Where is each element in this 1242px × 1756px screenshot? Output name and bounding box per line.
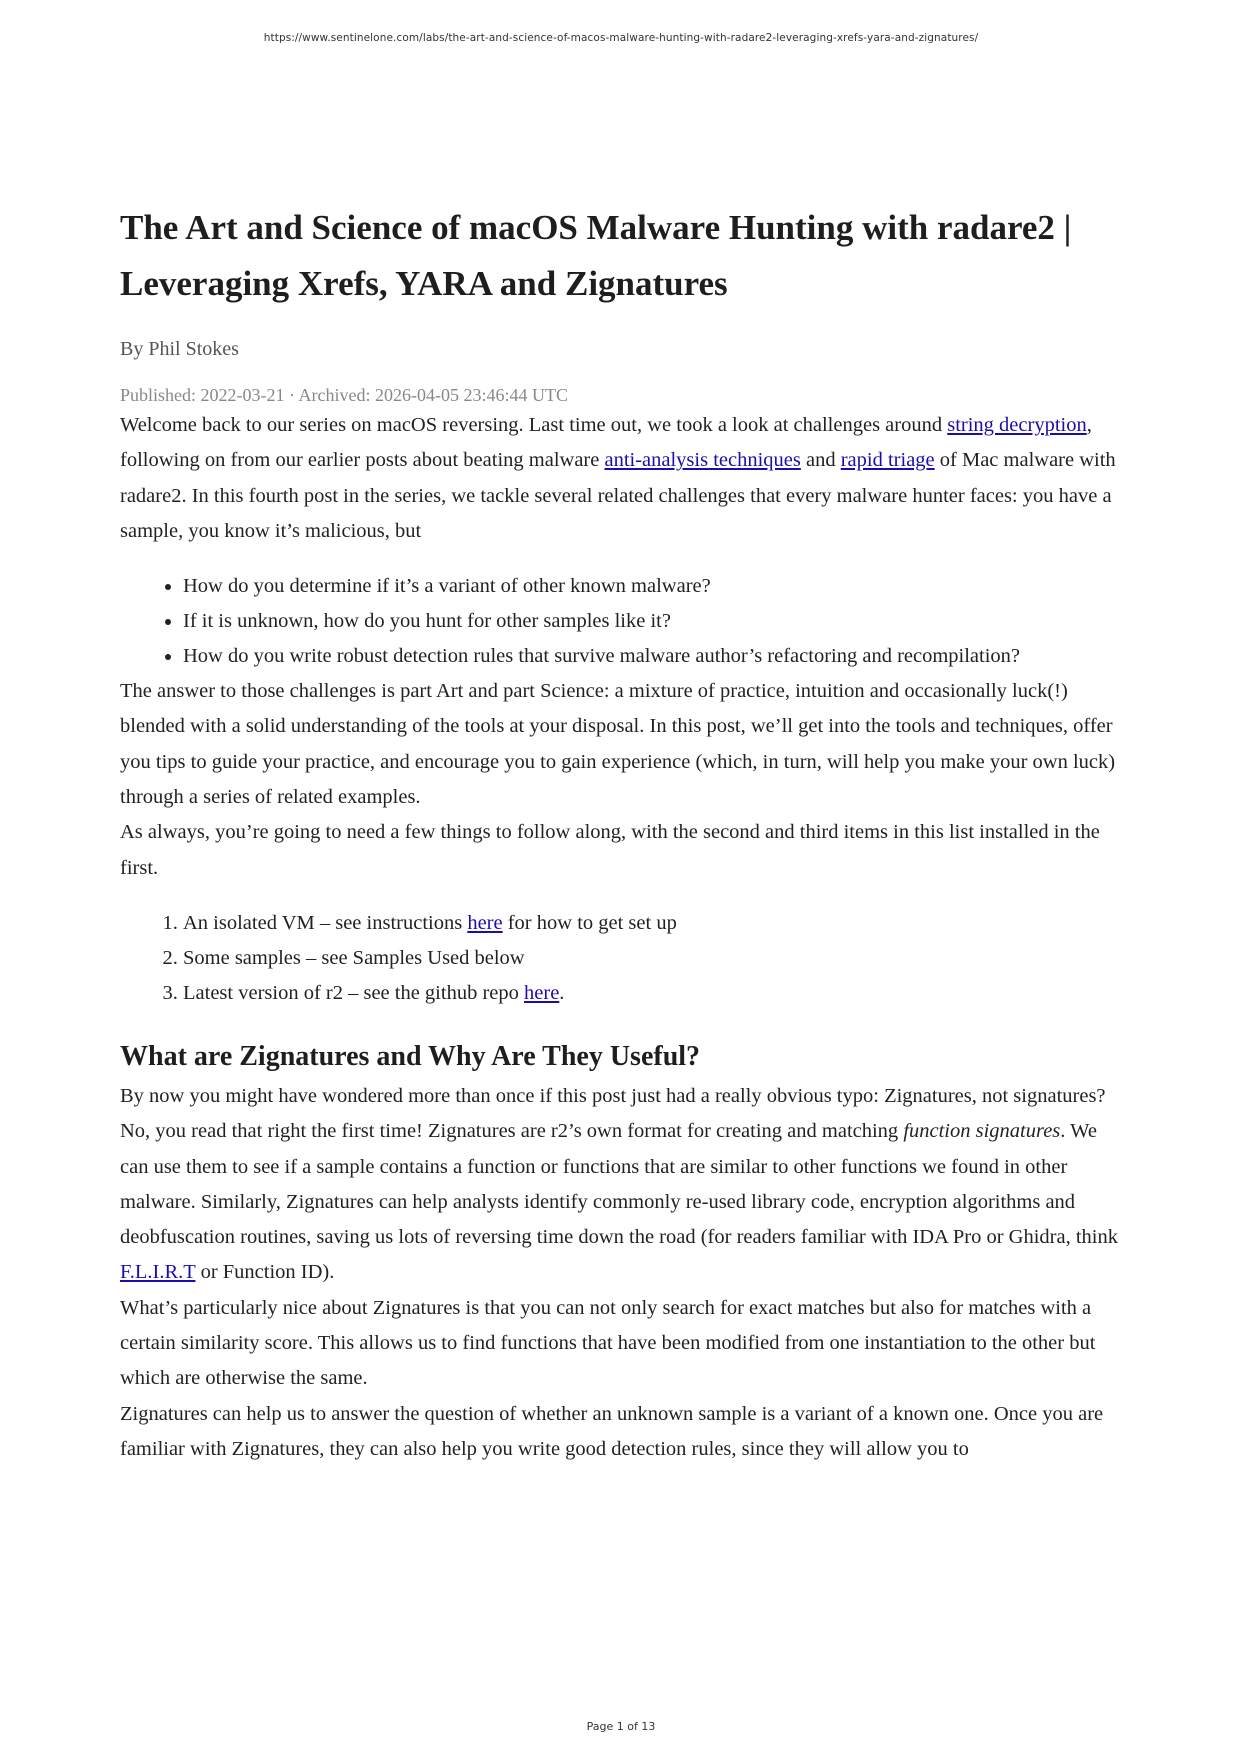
page-number-footer: Page 1 of 13 bbox=[586, 1720, 656, 1733]
section-heading-zignatures: What are Zignatures and Why Are They Useful? bbox=[120, 1040, 701, 1072]
list-item-text: . bbox=[559, 981, 565, 1004]
list-item-text: Latest version of r2 – see the github repo bbox=[183, 981, 525, 1004]
requirements-intro-paragraph: As always, you’re going to need a few things to follow along, with the second and third items in this list installed in the first. bbox=[120, 821, 1100, 879]
list-item bbox=[183, 976, 1130, 1011]
anti-analysis-link[interactable]: anti-analysis techniques bbox=[604, 449, 801, 472]
intro-text-4: of Mac malware with radare2. In this fourth post in the series, we tackle several related challenges that every malware hunter faces: you have a sample, you know it’s malicious, but bbox=[120, 449, 1116, 542]
emphasis-text: function signatures bbox=[903, 1120, 1061, 1143]
list-item bbox=[183, 906, 1130, 941]
flirt-link[interactable]: F.L.I.R.T bbox=[120, 1261, 196, 1284]
list-item: 2. Some samples – see Samples Used below bbox=[183, 941, 1130, 976]
paragraph-text: By now you might have wondered more than once if this post just had a really obvious typo: Zignatures, not signatures? No, you read that right the first time! Zignatures are r2’s own format for creating and matching bbox=[120, 1084, 1106, 1143]
page-url-header: https://www.sentinelone.com/labs/the-art-and-science-of-macos-malware-hunting-with-radare2-leveraging-xrefs-yara-and-zignatures/ bbox=[263, 32, 979, 44]
intro-text-2: , following on from our earlier posts about beating malware bbox=[120, 414, 1092, 472]
paragraph-text: or Function ID). bbox=[195, 1261, 335, 1284]
paragraph-text: . We can use them to see if a sample contains a function or functions that are similar to other functions we found in other malware. Similarly, Zignatures can help analysts identify commonly re-used library code, encryption algorithms and deobfuscation routines, saving us lots of reversing time down the road (for readers familiar with IDA Pro or Ghidra, think bbox=[120, 1120, 1119, 1249]
list-item: • How do you write robust detection rules that survive malware author’s refactoring and recompilation? bbox=[183, 639, 1130, 674]
zignatures-paragraph-1 bbox=[120, 1079, 1130, 1291]
zignatures-paragraph-3: Zignatures can help us to answer the question of whether an unknown sample is a variant of a known one. Once you are familiar with Zignatures, they can also help you write good detection rules, since they will allow you to bbox=[120, 1402, 1104, 1460]
answer-paragraph: The answer to those challenges is part Art and part Science: a mixture of practice, intuition and occasionally luck(!) blended with a solid understanding of the tools at your disposal. In this post, we’ll get into the tools and techniques, offer you tips to guide your practice, and encourage you to gain experience (which, in turn, will help you make your own luck) through a series of related examples. bbox=[120, 680, 1116, 809]
questions-list bbox=[120, 569, 1130, 674]
list-item-text: for how to get set up bbox=[502, 911, 677, 934]
list-item: • If it is unknown, how do you hunt for other samples like it? bbox=[183, 604, 1130, 639]
requirements-list bbox=[120, 906, 1130, 1011]
list-item-text: An isolated VM – see instructions bbox=[183, 911, 468, 934]
rapid-triage-link[interactable]: rapid triage bbox=[840, 449, 935, 472]
list-item: • How do you determine if it’s a variant of other known malware? bbox=[183, 569, 1130, 604]
string-decryption-link[interactable]: string decryption bbox=[947, 414, 1087, 436]
intro-paragraph bbox=[120, 408, 1130, 549]
article bbox=[120, 208, 1130, 1467]
article-title: The Art and Science of macOS Malware Hunting with radare2 | Leveraging Xrefs, YARA and Zignatures bbox=[120, 208, 1072, 303]
vm-instructions-link[interactable]: here bbox=[467, 911, 503, 934]
intro-text-1: Welcome back to our series on macOS reversing. Last time out, we took a look at challenges around bbox=[120, 414, 948, 436]
zignatures-paragraph-2: What’s particularly nice about Zignatures is that you can not only search for exact matches but also for matches with a certain similarity score. This allows us to find functions that have been modified from one instantiation to the other but which are otherwise the same. bbox=[120, 1296, 1096, 1390]
intro-text-3: and bbox=[800, 449, 841, 472]
article-publish-meta: Published: 2022-03-21 · Archived: 2026-04-05 23:46:44 UTC bbox=[120, 385, 568, 405]
github-repo-link[interactable]: here bbox=[524, 981, 560, 1004]
article-byline: By Phil Stokes bbox=[120, 338, 239, 360]
